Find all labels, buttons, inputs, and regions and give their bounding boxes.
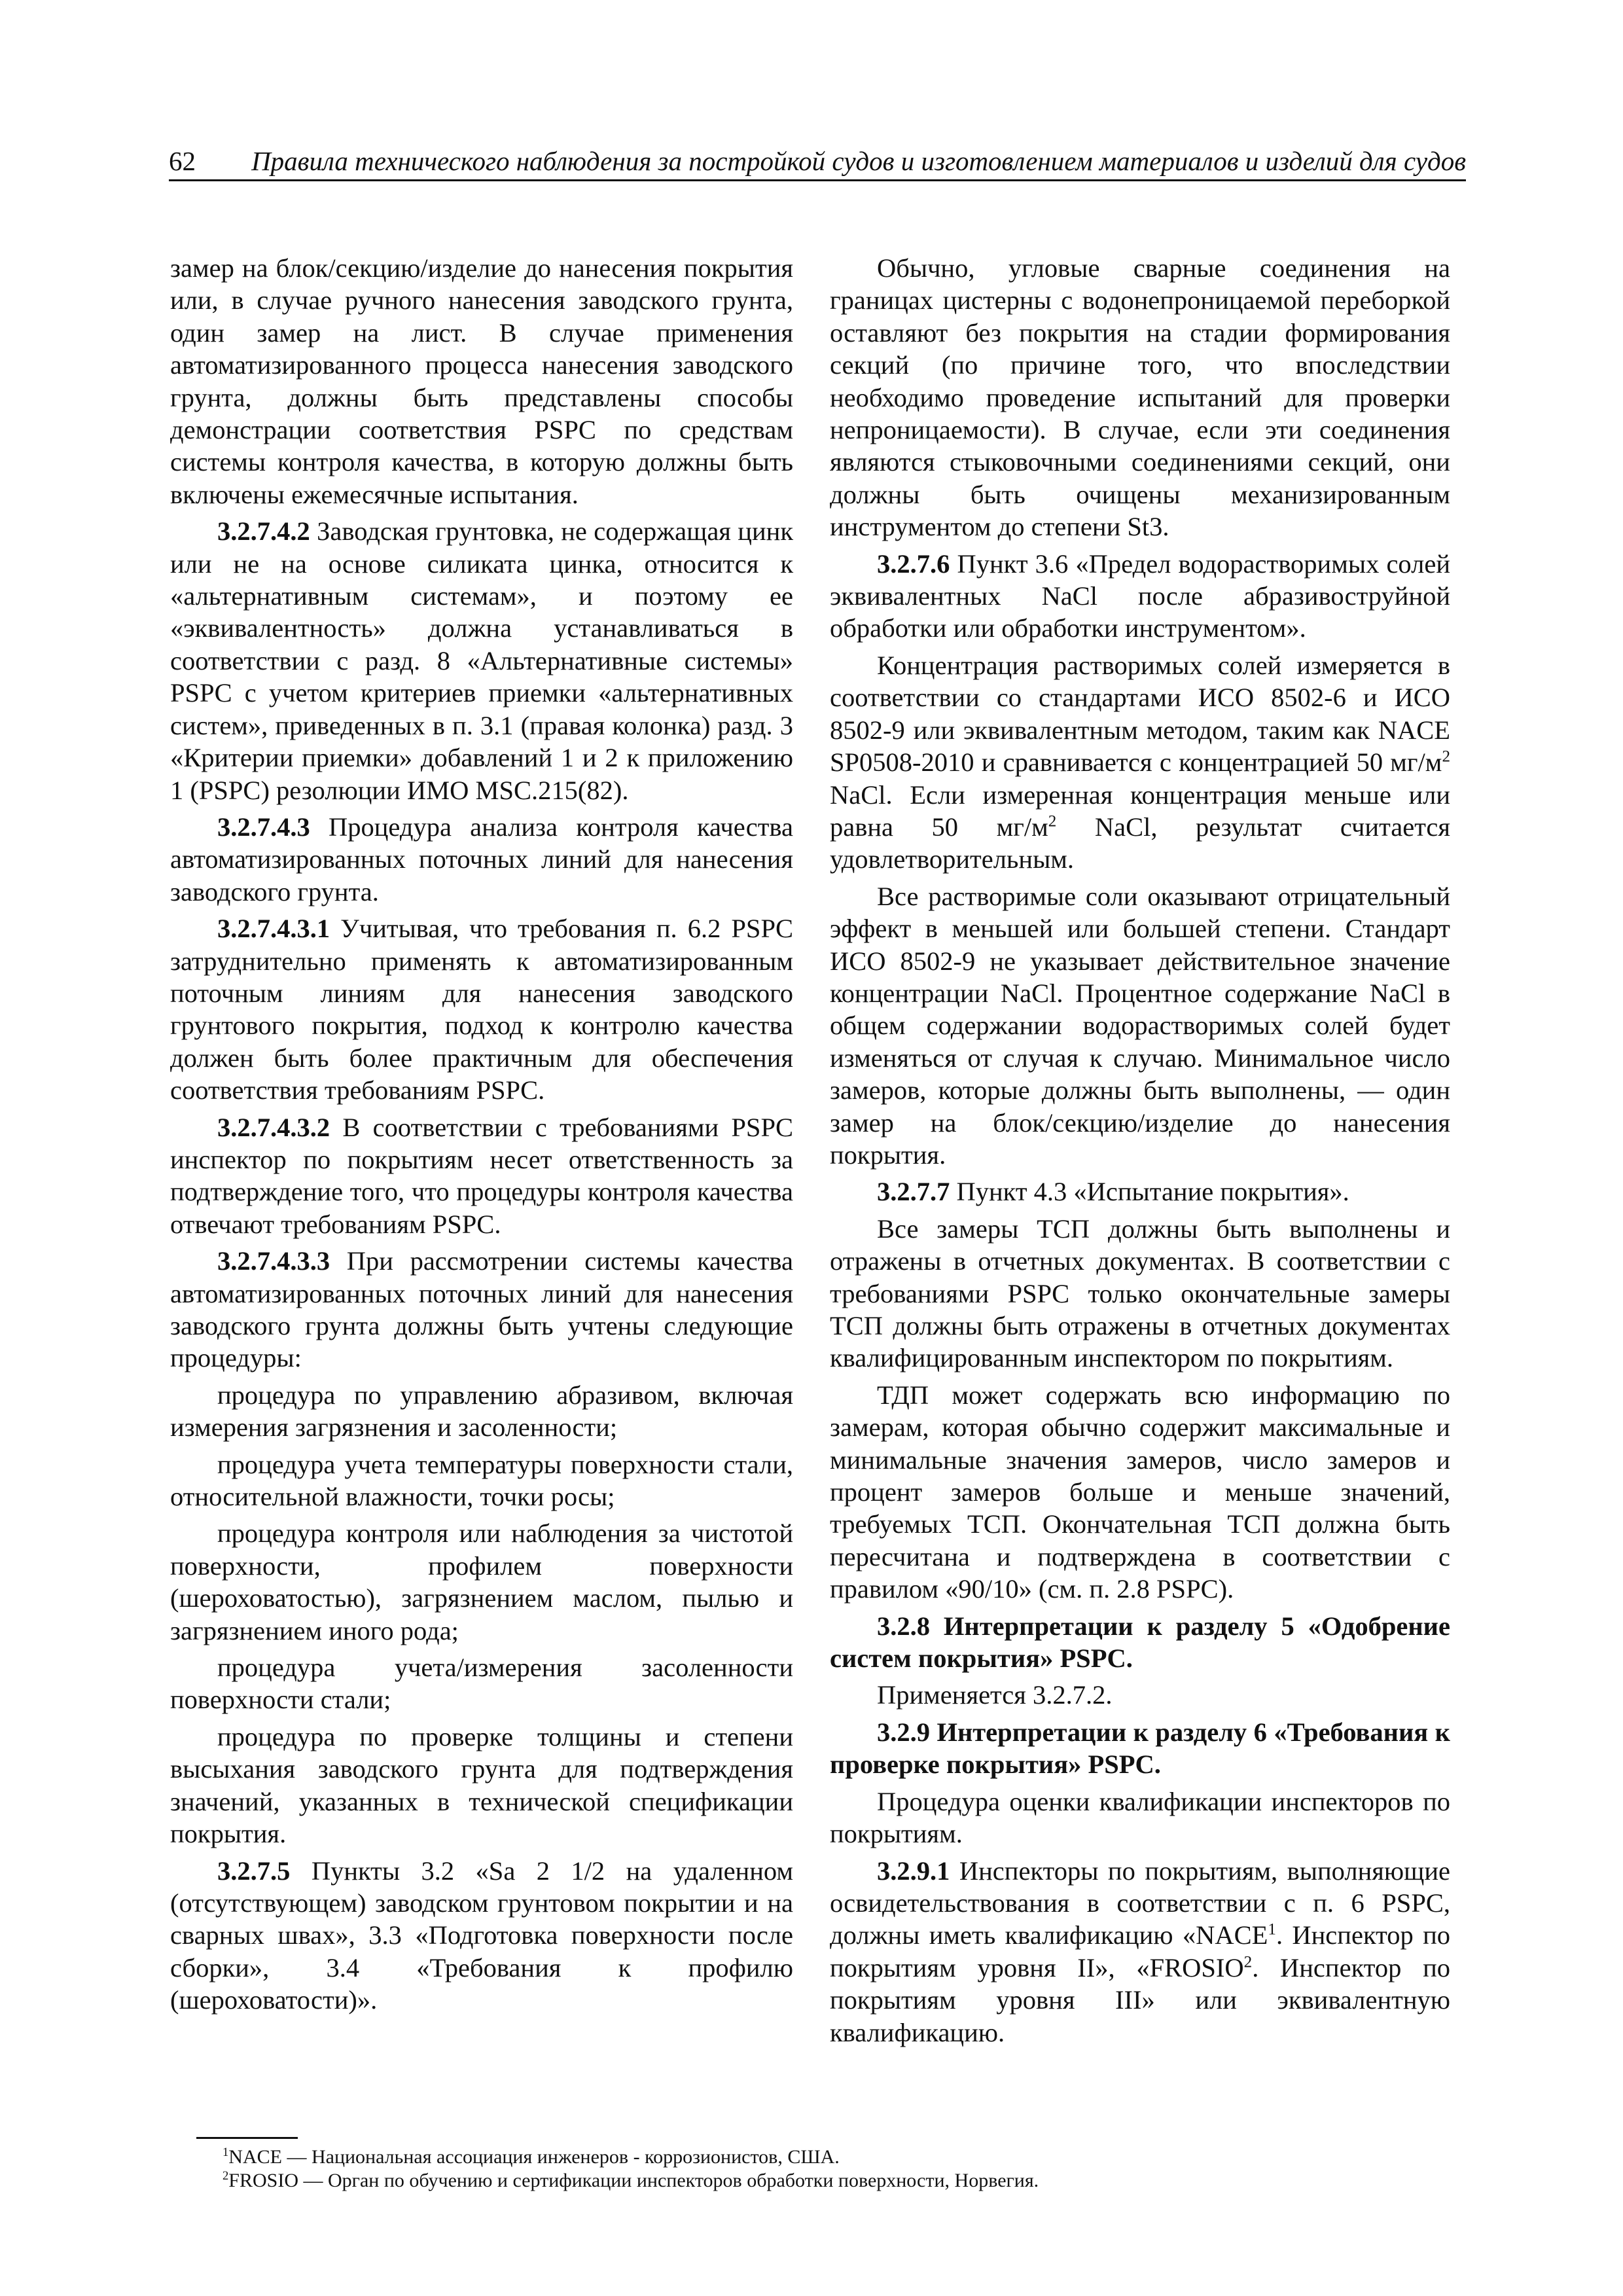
paragraph: замер на блок/секцию/изделие до нанесения покрытия или, в случае ручного нанесения заводского грунта, один замер на лист. В случае применения автоматизированного процесса нанесения заводского грунта, должны быть представлены способы демонстрации соответствия PSPC по средствам системы контроля качества, в которую должны быть включены ежемесячные испытания. <box>170 253 793 509</box>
section-3-2-7-4-3-3 <box>170 1245 793 1374</box>
section-text: Пункт 3.6 «Предел водорастворимых солей эквивалентных NaCl после абразивоструйной обработки или обработки инструментом». <box>830 548 1450 643</box>
section-text: Пункт 4.3 «Испытание покрытия». <box>950 1177 1349 1207</box>
list-item: процедура контроля или наблюдения за чистотой поверхности, профилем поверхности (шероховатостью), загрязнением маслом, пылью и загрязнением иного рода; <box>170 1518 793 1645</box>
footnote-ref: 2 <box>1243 1953 1253 1971</box>
paragraph: Все растворимые соли оказывают отрицательный эффект в меньшей или большей степени. Стандарт ИСО 8502-9 не указывает действительное значение концентрации NaCl. Процентное содержание NaCl в общем содержании водорастворимых солей будет изменяться от случая к случаю. Минимальное число замеров, которые должны быть выполнены, — один замер на блок/секцию/изделие до нанесения покрытия. <box>830 881 1450 1170</box>
left-column <box>170 252 793 2021</box>
section-3-2-7-4-3-2 <box>170 1111 793 1241</box>
section-text: При рассмотрении системы качества автоматизированных поточных линий для нанесения заводского грунта должны быть учтены следующие процедуры: <box>170 1246 793 1373</box>
right-column <box>830 252 1450 2053</box>
section-number: 3.2.7.6 <box>877 548 950 579</box>
section-3-2-7-4-3 <box>170 811 793 908</box>
superscript: 2 <box>1442 747 1450 766</box>
section-number: 3.2.7.4.3 <box>217 812 310 842</box>
section-3-2-7-4-3-1 <box>170 912 793 1106</box>
section-heading-3-2-9: 3.2.9 Интерпретации к разделу 6 «Требования к проверке покрытия» PSPC. <box>830 1717 1450 1780</box>
section-number: 3.2.7.4.3.2 <box>217 1112 330 1142</box>
footnote-ref: 1 <box>1268 1920 1276 1939</box>
paragraph: Обычно, угловые сварные соединения на границах цистерны с водонепроницаемой переборкой оставляют без покрытия на стадии формирования секций (по причине того, что впоследствии необходимо проведение испытаний для проверки непроницаемости). В случае, если эти соединения являются стыковочными соединениями секций, они должны быть очищены механизированным инструментом до степени St3. <box>830 253 1450 542</box>
section-number: 3.2.9.1 <box>877 1856 950 1886</box>
section-number: 3.2.7.4.2 <box>217 516 310 547</box>
page-number: 62 <box>169 146 196 176</box>
paragraph: Применяется 3.2.7.2. <box>877 1680 1113 1710</box>
list-item: процедура учета температуры поверхности стали, относительной влажности, точки росы; <box>170 1449 793 1512</box>
footnote-rule <box>196 2137 298 2139</box>
superscript: 2 <box>1048 812 1057 831</box>
section-3-2-7-5 <box>170 1855 793 2017</box>
section-heading-3-2-8: 3.2.8 Интерпретации к разделу 5 «Одобрение систем покрытия» PSPC. <box>830 1611 1450 1674</box>
section-number: 3.2.7.7 <box>877 1177 950 1207</box>
section-text: Пункты 3.2 «Sa 2 1/2 на удаленном (отсутствующем) заводском грунтовом покрытии и на сварных швах», 3.3 «Подготовка поверхности после сборки», 3.4 «Требования к профилю (шероховатости)». <box>170 1856 793 2015</box>
section-3-2-7-4-2 <box>170 515 793 806</box>
section-number: 3.2.7.5 <box>217 1856 291 1886</box>
page-header <box>169 143 1466 182</box>
footnotes <box>196 2145 1440 2193</box>
header-rule <box>169 179 1466 181</box>
footnote-1: $^1$NACE — Национальная ассоциация инженеров - коррозионистов, США. <box>223 2145 840 2168</box>
section-text: Учитывая, что требования п. 6.2 PSPC затруднительно применять к автоматизированным поточным линиям для нанесения заводского грунтового покрытия, подход к контролю качества должен быть более практичным для обеспечения соответствия требованиям PSPC. <box>170 914 793 1105</box>
section-3-2-9-1: 3.2.9.1 Инспекторы по покрытиям, выполняющие освидетельствования в соответствии с п. 6 PSPC, должны иметь квалификацию «NACE$^1$. Инспектор по покрытиям уровня II», «FROSIO$^2$. Инспектор по покрытиям уровня III» или эквивалентную квалификацию. <box>830 1856 1450 2047</box>
paragraph: ТДП может содержать всю информацию по замерам, которая обычно содержит максимальные и минимальные значения замеров, число замеров и процент замеров больше и меньше значений, требуемых ТСП. Окончательная ТСП должна быть пересчитана и подтверждена в соответствии с правилом «90/10» (см. п. 2.8 PSPC). <box>830 1380 1450 1604</box>
section-3-2-7-6 <box>830 548 1450 645</box>
running-title: Правила технического наблюдения за постройкой судов и изготовлением материалов и изделий для судов <box>251 146 1466 176</box>
paragraph: Все замеры ТСП должны быть выполнены и отражены в отчетных документах. В соответствии с требованиями PSPC только окончательные замеры ТСП должны быть отражены в отчетных документах квалифицированным инспектором по покрытиям. <box>830 1213 1450 1373</box>
section-text: В соответствии с требованиями PSPC инспектор по покрытиям несет ответственность за подтверждение того, что процедуры контроля качества отвечают требованиям PSPC. <box>170 1112 793 1239</box>
list-item: процедура учета/измерения засоленности поверхности стали; <box>170 1653 793 1715</box>
section-number: 3.2.7.4.3.1 <box>217 914 330 944</box>
list-item: процедура по управлению абразивом, включая измерения загрязнения и засоленности; <box>170 1380 793 1443</box>
section-text: Заводская грунтовка, не содержащая цинк или не на основе силиката цинка, относится к «альтернативным системам», и поэтому ее «эквивалентность» должна устанавливаться в соответствии с разд. 8 «Альтернативные системы» PSPC с учетом критериев приемки «альтернативных систем», приведенных в п. 3.1 (правая колонка) разд. 3 «Критерии приемки» добавлений 1 и 2 к приложению 1 (PSPC) резолюции ИМО MSC.215(82). <box>170 516 793 805</box>
section-number: 3.2.7.4.3.3 <box>217 1246 330 1276</box>
footnote-2: $^2$FROSIO — Орган по обучению и сертификации инспекторов обработки поверхности, Норвегия. <box>223 2169 1039 2191</box>
paragraph: Процедура оценки квалификации инспекторов по покрытиям. <box>830 1786 1450 1849</box>
paragraph-concentration: Концентрация растворимых солей измеряется в соответствии со стандартами ИСО 8502-6 и ИСО 8502-9 или эквивалентным методом, таким как NACE SP0508-2010 и сравнивается с концентрацией 50 $мг/м^2$ NaCl. Если измеренная концентрация меньше или равна 50 $мг/м^2$ NaCl, результат считается удовлетворительным. <box>830 650 1451 874</box>
section-text: Процедура анализа контроля качества автоматизированных поточных линий для нанесения заводского грунта. <box>170 812 793 906</box>
list-item: процедура по проверке толщины и степени высыхания заводского грунта для подтверждения значений, указанных в технической спецификации покрытия. <box>170 1721 793 1849</box>
section-3-2-7-7 <box>830 1175 1450 1208</box>
